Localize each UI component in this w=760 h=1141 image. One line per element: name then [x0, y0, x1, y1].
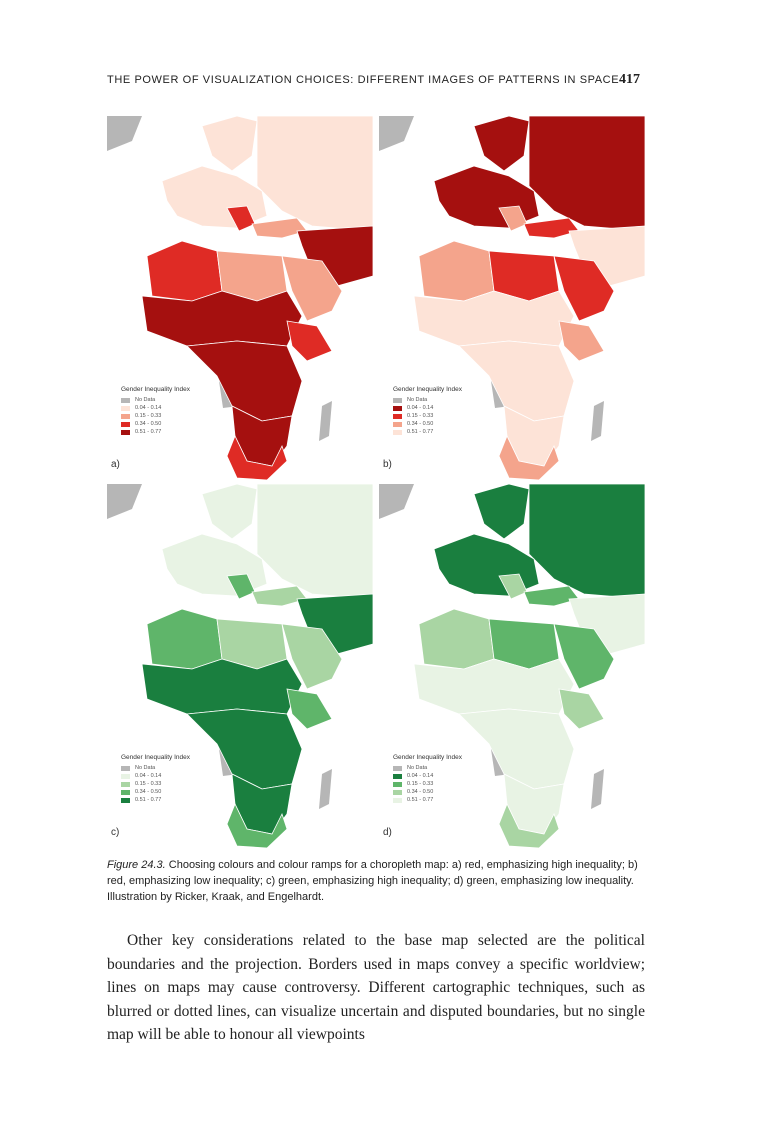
legend-label: 0.15 - 0.33: [407, 781, 434, 787]
legend-swatch: [393, 422, 402, 427]
legend-label: 0.15 - 0.33: [135, 781, 162, 787]
legend-swatch: [121, 766, 130, 771]
legend-item: [121, 429, 241, 437]
panel-label-b: b): [383, 459, 392, 470]
legend-title: Gender Inequality Index: [121, 754, 191, 761]
legend-swatch: [393, 798, 402, 803]
legend-swatch: [393, 414, 402, 419]
legend-label: 0.15 - 0.33: [407, 413, 434, 419]
legend-label: 0.34 - 0.50: [135, 789, 162, 795]
legend-item: [121, 397, 241, 405]
choropleth-figure: [107, 116, 645, 848]
figure-caption: [107, 857, 647, 905]
legend-item: [393, 797, 513, 805]
legend-label: 0.34 - 0.50: [407, 789, 434, 795]
panel-label-a: a): [111, 459, 120, 470]
legend-item: [121, 789, 241, 797]
panel-label-c: c): [111, 827, 120, 838]
legend-label: No Data: [407, 765, 428, 771]
legend-swatch: [393, 782, 402, 787]
map-legend-a: [121, 386, 241, 437]
legend-swatch: [121, 774, 130, 779]
sahel-region: [142, 291, 302, 346]
legend-label: 0.15 - 0.33: [135, 413, 162, 419]
legend-swatch: [121, 790, 130, 795]
legend-title: Gender Inequality Index: [393, 386, 463, 393]
map-panel-b: [379, 116, 645, 480]
map-legend-b: [393, 386, 513, 437]
legend-item: [121, 421, 241, 429]
map-panel-a: [107, 116, 373, 480]
legend-label: 0.34 - 0.50: [407, 421, 434, 427]
legend-item: [121, 413, 241, 421]
legend-item: [393, 429, 513, 437]
legend-label: No Data: [135, 397, 156, 403]
legend-item: [393, 781, 513, 789]
legend-swatch: [393, 774, 402, 779]
figure-label: Figure 24.3.: [107, 859, 166, 871]
map-legend-c: [121, 754, 241, 805]
legend-item: [121, 781, 241, 789]
legend-swatch: [121, 398, 130, 403]
legend-item: [121, 797, 241, 805]
sahel-region: [414, 659, 574, 714]
legend-label: 0.51 - 0.77: [135, 429, 162, 435]
legend-label: 0.04 - 0.14: [407, 773, 434, 779]
panel-label-d: d): [383, 827, 392, 838]
legend-item: [393, 765, 513, 773]
legend-item: [121, 405, 241, 413]
legend-item: [121, 765, 241, 773]
legend-title: Gender Inequality Index: [393, 754, 463, 761]
legend-item: [393, 789, 513, 797]
legend-label: 0.04 - 0.14: [135, 773, 162, 779]
legend-item: [393, 413, 513, 421]
legend-title: Gender Inequality Index: [121, 386, 191, 393]
body-paragraph: Other key considerations related to the base map selected are the political boundaries and the projection. Borders used in maps convey a specific worldview; lines on maps may cause controversy. Different cartographic techniques, such as blurred or dotted lines, can visualize uncertain and disputed boundaries, but no single map will be able to honour all viewpoints: [107, 932, 645, 1043]
legend-item: [393, 397, 513, 405]
running-head: [107, 72, 647, 92]
legend-label: 0.04 - 0.14: [407, 405, 434, 411]
legend-swatch: [393, 766, 402, 771]
sahel-region: [414, 291, 574, 346]
page-number: 417: [619, 72, 640, 87]
map-panel-c: [107, 484, 373, 848]
legend-label: 0.34 - 0.50: [135, 421, 162, 427]
legend-item: [393, 773, 513, 781]
legend-label: No Data: [407, 397, 428, 403]
legend-swatch: [121, 422, 130, 427]
legend-label: No Data: [135, 765, 156, 771]
legend-label: 0.51 - 0.77: [135, 797, 162, 803]
legend-item: [393, 421, 513, 429]
caption-text: Choosing colours and colour ramps for a choropleth map: a) red, emphasizing high inequality; b) red, emphasizing low inequality; c) green, emphasizing high inequality; d) green, emphasizing low inequality. Illustration by Ricker, Kraak, and Engelhardt.: [107, 859, 638, 903]
legend-label: 0.51 - 0.77: [407, 797, 434, 803]
legend-swatch: [393, 398, 402, 403]
legend-swatch: [121, 430, 130, 435]
running-title: THE POWER OF VISUALIZATION CHOICES: DIFFERENT IMAGES OF PATTERNS IN SPACE: [107, 74, 620, 86]
legend-swatch: [393, 790, 402, 795]
legend-item: [121, 773, 241, 781]
legend-label: 0.51 - 0.77: [407, 429, 434, 435]
map-legend-d: [393, 754, 513, 805]
sahel-region: [142, 659, 302, 714]
legend-swatch: [393, 430, 402, 435]
legend-item: [393, 405, 513, 413]
legend-swatch: [121, 798, 130, 803]
map-panel-d: [379, 484, 645, 848]
legend-swatch: [121, 414, 130, 419]
legend-swatch: [121, 406, 130, 411]
legend-label: 0.04 - 0.14: [135, 405, 162, 411]
legend-swatch: [121, 782, 130, 787]
legend-swatch: [393, 406, 402, 411]
